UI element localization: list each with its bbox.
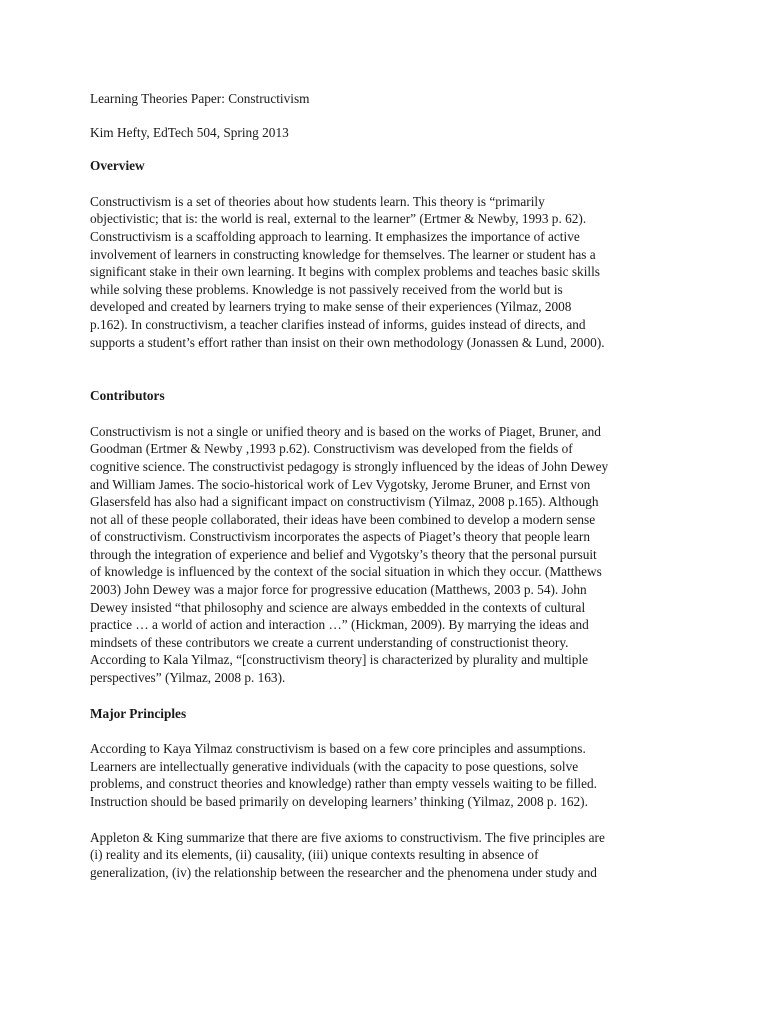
- paragraph-line: mindsets of these contributors we create a current understanding of constructionist theory.: [90, 634, 569, 650]
- document-page: [90, 90, 680, 881]
- paragraph-line: 2003) John Dewey was a major force for progressive education (Matthews, 2003 p. 54). John: [90, 582, 587, 598]
- paragraph-line: Constructivism is a set of theories about how students learn. This theory is “primarily: [90, 193, 545, 209]
- paragraph-line: objectivistic; that is: the world is real, external to the learner” (Ertmer & Newby, 1993 p. 62).: [90, 211, 587, 227]
- author-line: Kim Hefty, EdTech 504, Spring 2013: [90, 124, 289, 140]
- paragraph-line: Constructivism is a scaffolding approach to learning. It emphasizes the importance of active: [90, 228, 580, 244]
- major-principles-heading: Major Principles: [90, 705, 187, 721]
- overview-heading: Overview: [90, 158, 145, 174]
- major-principles-paragraph-1: [90, 740, 680, 810]
- paragraph-line: significant stake in their own learning. It begins with complex problems and teaches basic skills: [90, 264, 600, 280]
- paragraph-line: through the integration of experience and belief and Vygotsky’s theory that the personal pursuit: [90, 546, 597, 562]
- contributors-paragraph: [90, 423, 680, 687]
- overview-paragraph: [90, 193, 680, 351]
- paragraph-line: of constructivism. Constructivism incorporates the aspects of Piaget’s theory that people learn: [90, 529, 590, 545]
- paragraph-line: generalization, (iv) the relationship between the researcher and the phenomena under study and: [90, 864, 597, 880]
- major-principles-paragraph-2: [90, 829, 680, 882]
- paragraph-line: Learners are intellectually generative individuals (with the capacity to pose questions, solve: [90, 758, 579, 774]
- paragraph-line: problems, and construct theories and knowledge) rather than empty vessels waiting to be filled.: [90, 776, 597, 792]
- paragraph-line: developed and created by learners trying to make sense of their experiences (Yilmaz, 2008: [90, 299, 572, 315]
- paragraph-line: supports a student’s effort rather than insist on their own methodology (Jonassen & Lund, 2000).: [90, 334, 605, 350]
- paragraph-line: Constructivism is not a single or unified theory and is based on the works of Piaget, Bruner, and: [90, 423, 601, 439]
- paragraph-line: practice … a world of action and interaction …” (Hickman, 2009). By marrying the ideas and: [90, 617, 589, 633]
- paragraph-line: not all of these people collaborated, their ideas have been combined to develop a modern sense: [90, 511, 596, 527]
- contributors-heading: Contributors: [90, 388, 165, 404]
- paragraph-line: According to Kaya Yilmaz constructivism is based on a few core principles and assumptions.: [90, 741, 586, 757]
- paragraph-line: p.162). In constructivism, a teacher clarifies instead of informs, guides instead of directs, and: [90, 316, 586, 332]
- paragraph-line: Instruction should be based primarily on developing learners’ thinking (Yilmaz, 2008 p. 162).: [90, 794, 588, 809]
- paragraph-line: Glasersfeld has also had a significant impact on constructivism (Yilmaz, 2008 p.165). Although: [90, 494, 599, 510]
- paragraph-line: and William James. The socio-historical work of Lev Vygotsky, Jerome Bruner, and Ernst von: [90, 476, 591, 492]
- paper-title: Learning Theories Paper: Constructivism: [90, 91, 310, 106]
- paragraph-line: (i) reality and its elements, (ii) causality, (iii) unique contexts resulting in absence of: [90, 847, 539, 863]
- paragraph-line: of knowledge is influenced by the context of the social situation in which they occur. (Matthews: [90, 564, 602, 580]
- paragraph-line: involvement of learners in constructing knowledge for themselves. The learner or student has a: [90, 246, 596, 262]
- paragraph-line: while solving these problems. Knowledge is not passively received from the world but is: [90, 281, 563, 297]
- paragraph-line: perspectives” (Yilmaz, 2008 p. 163).: [90, 670, 286, 686]
- paragraph-line: Dewey insisted “that philosophy and science are always embedded in the contexts of cultural: [90, 599, 586, 615]
- paragraph-line: Goodman (Ertmer & Newby ,1993 p.62). Constructivism was developed from the fields of: [90, 441, 573, 457]
- paragraph-line: cognitive science. The constructivist pedagogy is strongly influenced by the ideas of John Dewey: [90, 458, 609, 474]
- paragraph-line: According to Kala Yilmaz, “[constructivism theory] is characterized by plurality and multiple: [90, 652, 588, 668]
- paragraph-line: Appleton & King summarize that there are five axioms to constructivism. The five principles are: [90, 829, 605, 845]
